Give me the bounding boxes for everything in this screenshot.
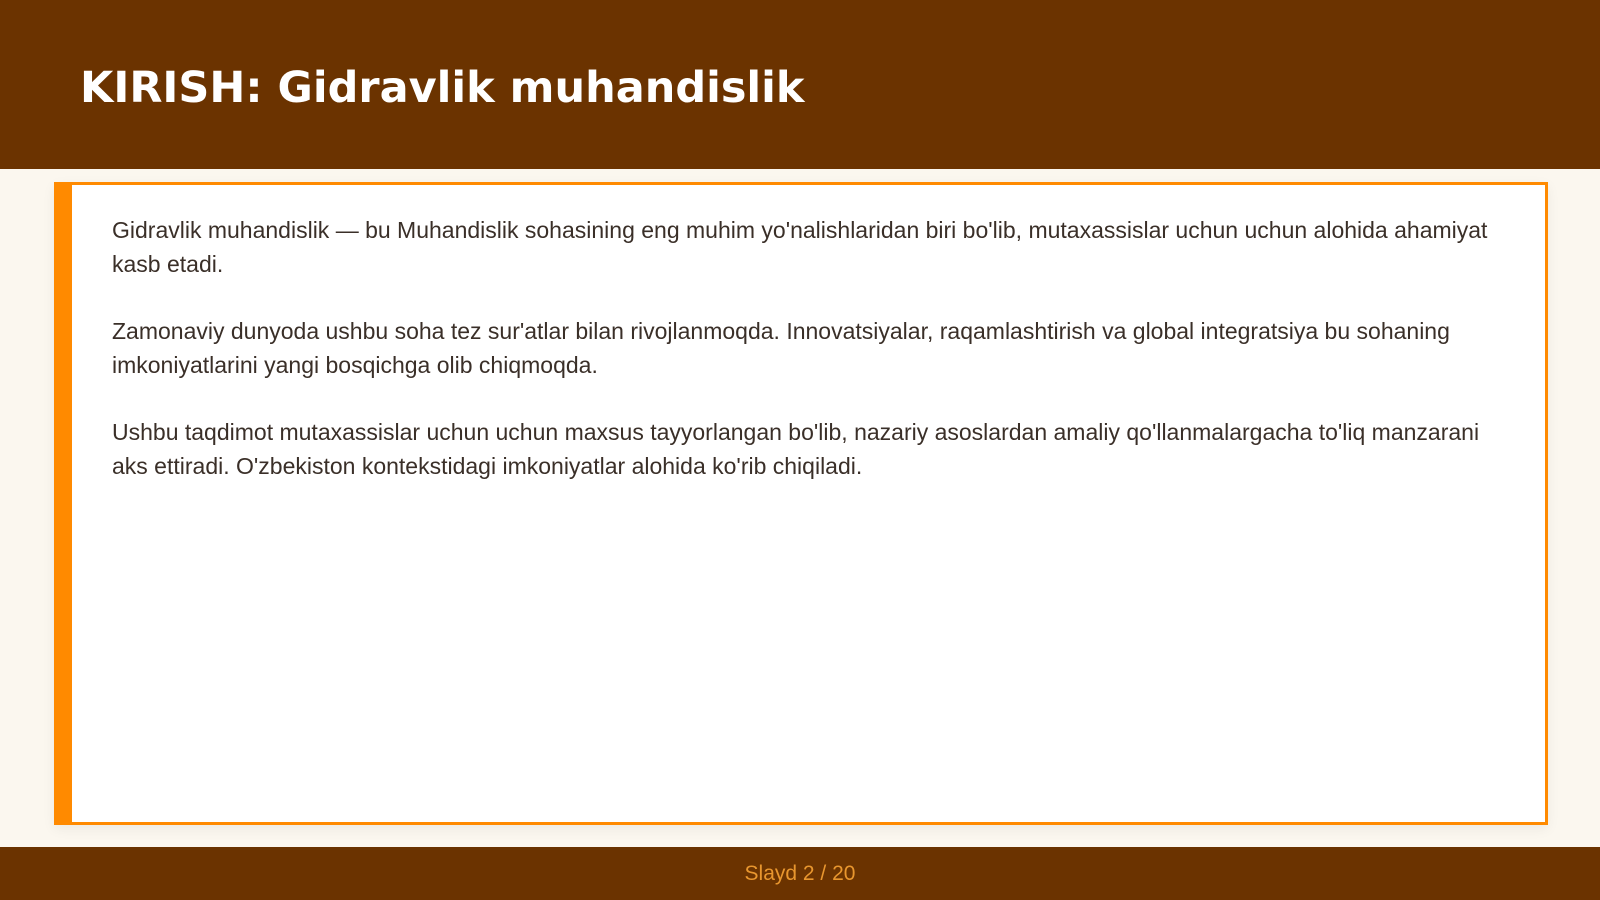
slide-header xyxy=(0,0,1600,169)
paragraph-presentation: Ushbu taqdimot mutaxassislar uchun uchun maxsus tayyorlangan bo'lib, nazariy asoslardan amaliy qo'llanmalargacha to'liq manzarani aks ettiradi. O'zbekiston kontekstidagi imkoniyatlar alohida ko'rib chiqiladi. xyxy=(112,419,1480,479)
slide-footer xyxy=(0,847,1600,900)
paragraph-intro: Gidravlik muhandislik — bu Muhandislik sohasining eng muhim yo'nalishlaridan biri bo'lib, mutaxassislar uchun uchun alohida ahamiyat kasb etadi. xyxy=(112,217,1488,277)
paragraph-development: Zamonaviy dunyoda ushbu soha tez sur'atlar bilan rivojlanmoqda. Innovatsiyalar, raqamlashtirish va global integratsiya bu sohaning imkoniyatlarini yangi bosqichga olib chiqmoqda. xyxy=(112,318,1450,378)
content-body xyxy=(112,213,1512,516)
slide-title: KIRISH: Gidravlik muhandislik xyxy=(80,63,805,113)
slide-counter: Slayd 2 / 20 xyxy=(744,862,856,885)
content-card xyxy=(54,182,1548,825)
